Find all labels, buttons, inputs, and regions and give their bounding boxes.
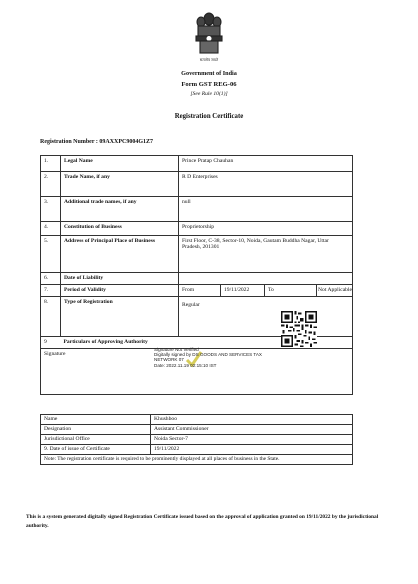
display-note: Note: The registration certificate is required to be prominently displayed at all places of business in the State. bbox=[41, 455, 353, 465]
table-row bbox=[41, 425, 353, 435]
address-value: First Floor, C-38, Sector-10, Noida, Gautam Buddha Nagar, Uttar Pradesh, 201301 bbox=[179, 236, 353, 273]
signature-label: Signature bbox=[41, 349, 353, 395]
row-number: 8. bbox=[41, 297, 61, 337]
registration-number: Registration Number : 09AXXPC9004G1Z7 bbox=[40, 139, 154, 145]
registration-type-text: Regular bbox=[182, 302, 200, 308]
field-label: Type of Registration bbox=[61, 297, 179, 337]
table-row bbox=[41, 415, 353, 425]
field-label: 9. Date of issue of Certificate bbox=[41, 445, 151, 455]
constitution-value: Proprietorship bbox=[179, 222, 353, 236]
table-row bbox=[41, 222, 353, 236]
row-number: 6. bbox=[41, 273, 61, 285]
rule-reference: [See Rule 10(1)] bbox=[190, 91, 228, 97]
trade-name-value: R D Enterprises bbox=[179, 172, 353, 197]
field-label: Trade Name, if any bbox=[61, 172, 179, 197]
validity-from-value: 19/11/2022 bbox=[221, 285, 265, 297]
row-number: 4. bbox=[41, 222, 61, 236]
row-number: 7. bbox=[41, 285, 61, 297]
table-row bbox=[41, 445, 353, 455]
table-row bbox=[41, 156, 353, 172]
additional-trade-names-value: null bbox=[179, 197, 353, 222]
field-label: Name bbox=[41, 415, 151, 425]
date-of-liability-value bbox=[179, 273, 353, 285]
national-emblem-icon bbox=[188, 10, 230, 64]
field-label: Jurisdictional Office bbox=[41, 435, 151, 445]
row-number: 2. bbox=[41, 172, 61, 197]
field-label: Designation bbox=[41, 425, 151, 435]
table-row bbox=[41, 285, 353, 297]
validity-from-label: From bbox=[179, 285, 221, 297]
table-row bbox=[41, 273, 353, 285]
authority-name-value: Khushboo bbox=[151, 415, 353, 425]
field-label: Constitution of Business bbox=[61, 222, 179, 236]
row-number: 1. bbox=[41, 156, 61, 172]
stamp-line: Digitally signed by DS GOODS AND SERVICES TAX NETWORK 07 bbox=[154, 352, 262, 363]
validity-to-value: Not Applicable bbox=[317, 285, 353, 297]
digital-signature-stamp bbox=[154, 347, 274, 368]
certificate-title: Registration Certificate bbox=[174, 113, 244, 120]
government-heading: Government of India bbox=[181, 70, 237, 77]
legal-name-value: Prince Pratap Chauhan bbox=[179, 156, 353, 172]
field-label: Date of Liability bbox=[61, 273, 179, 285]
field-label: Additional trade names, if any bbox=[61, 197, 179, 222]
qr-code bbox=[281, 311, 317, 347]
form-heading: Form GST REG-06 bbox=[181, 81, 237, 88]
approving-authority-label: Particulars of Approving Authority bbox=[61, 337, 353, 349]
field-label: Period of Validity bbox=[61, 285, 179, 297]
row-number: 9 bbox=[41, 337, 61, 349]
issue-date-value: 19/11/2022 bbox=[151, 445, 353, 455]
table-row bbox=[41, 172, 353, 197]
stamp-line: Date: 2022.11.19 02:15:10 IST bbox=[154, 362, 217, 368]
table-row bbox=[41, 435, 353, 445]
table-row bbox=[41, 236, 353, 273]
emblem-caption: सत्यमेव जयते bbox=[199, 58, 219, 62]
row-number: 3. bbox=[41, 197, 61, 222]
designation-value: Assistant Commissioner bbox=[151, 425, 353, 435]
system-generated-footnote: This is a system generated digitally signed Registration Certificate issued based on the approval of application granted on 19/11/2022 by the jurisdictional authority. bbox=[26, 514, 379, 529]
table-row bbox=[41, 455, 353, 465]
validity-to-label: To bbox=[265, 285, 317, 297]
field-label: Legal Name bbox=[61, 156, 179, 172]
row-number: 5. bbox=[41, 236, 61, 273]
table-row bbox=[41, 197, 353, 222]
registration-type-value bbox=[179, 297, 353, 337]
stamp-line: Signature Not Verified bbox=[154, 347, 199, 352]
field-label: Address of Principal Place of Business bbox=[61, 236, 179, 273]
jurisdictional-office-value: Noida Sector-7 bbox=[151, 435, 353, 445]
authority-table bbox=[40, 414, 353, 465]
